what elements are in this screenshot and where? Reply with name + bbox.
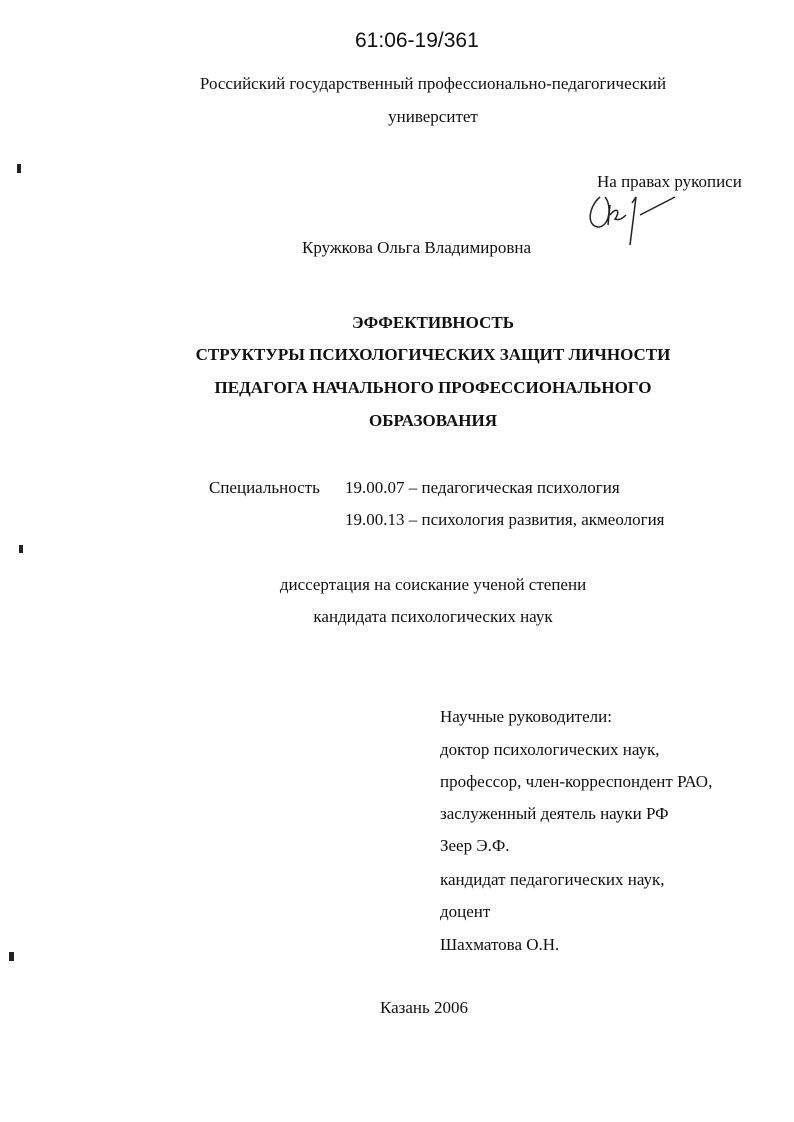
- degree-line-1: диссертация на соискание ученой степени: [279, 575, 587, 594]
- signature-icon: [580, 185, 690, 250]
- advisor-line: доцент: [440, 902, 491, 921]
- advisor-line: заслуженный деятель науки РФ: [440, 804, 669, 823]
- title-line-1: ЭФФЕКТИВНОСТЬ: [352, 313, 514, 332]
- author-name: Кружкова Ольга Владимировна: [302, 238, 532, 257]
- specialty-item-1: 19.00.07 – педагогическая психология: [345, 478, 620, 497]
- document-code: 61:06-19/361: [355, 29, 479, 52]
- advisor-name: Зеер Э.Ф.: [440, 836, 510, 855]
- institution-line-2: университет: [388, 107, 478, 126]
- advisor-name: Шахматова О.Н.: [440, 935, 560, 954]
- manuscript-note: На правах рукописи: [597, 172, 742, 191]
- advisor-line: доктор психологических наук,: [440, 740, 660, 759]
- advisor-line: кандидат педагогических наук,: [440, 870, 665, 889]
- specialty-label: Специальность: [209, 478, 320, 497]
- place-year: Казань 2006: [380, 998, 469, 1017]
- degree-line-2: кандидата психологических наук: [313, 607, 553, 626]
- specialty-item-2: 19.00.13 – психология развития, акмеология: [345, 510, 665, 529]
- scan-mark: [9, 952, 14, 961]
- advisor-line: профессор, член-корреспондент РАО,: [440, 772, 713, 791]
- institution-line-1: Российский государственный профессионально-педагогический: [199, 74, 667, 93]
- title-line-4: ОБРАЗОВАНИЯ: [369, 411, 497, 430]
- advisors-heading: Научные руководители:: [440, 707, 612, 726]
- title-line-3: ПЕДАГОГА НАЧАЛЬНОГО ПРОФЕССИОНАЛЬНОГО: [214, 378, 652, 397]
- scan-mark: [19, 545, 23, 553]
- scan-mark: [17, 164, 21, 173]
- title-line-2: СТРУКТУРЫ ПСИХОЛОГИЧЕСКИХ ЗАЩИТ ЛИЧНОСТИ: [195, 345, 671, 364]
